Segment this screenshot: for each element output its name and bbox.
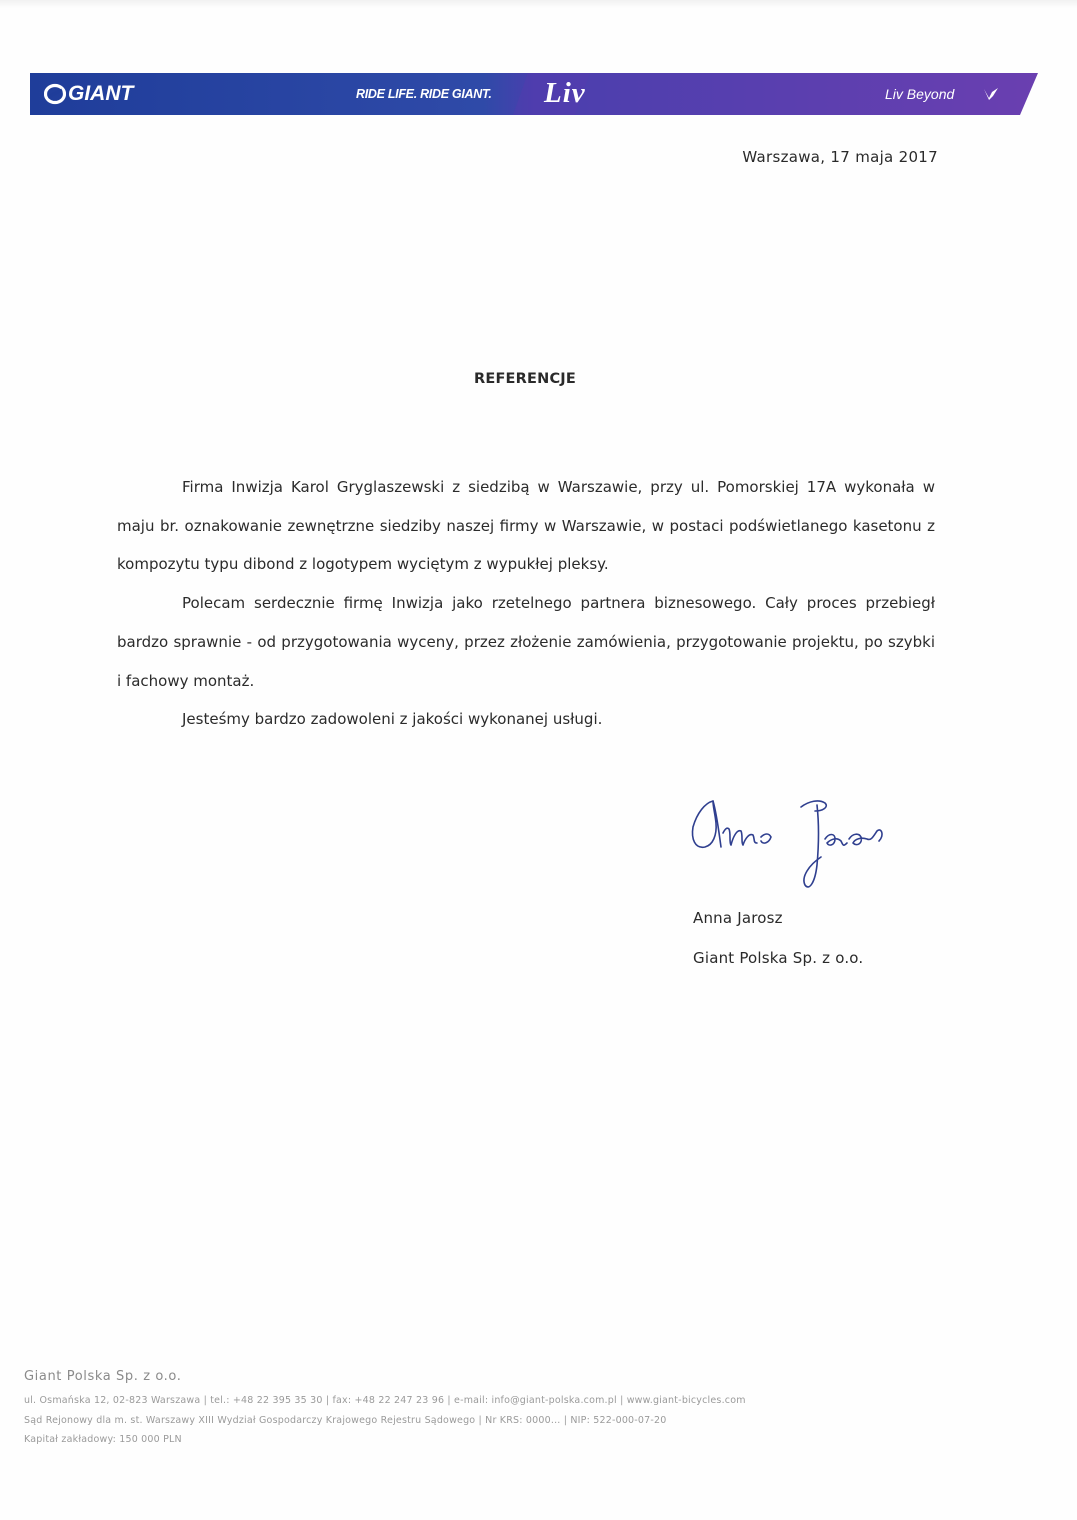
footer-capital-line: Kapitał zakładowy: 150 000 PLN xyxy=(24,1434,182,1445)
handwritten-signature xyxy=(683,793,893,898)
liv-logo: Liv xyxy=(544,77,586,109)
signatory-company: Giant Polska Sp. z o.o. xyxy=(693,949,864,967)
liv-beyond-slogan: Liv Beyond xyxy=(885,86,955,102)
footer-contact-line: ul. Osmańska 12, 02-823 Warszawa | tel.: +48 22 395 35 30 | fax: +48 22 247 23 96 | e-mail: info@giant-polska.com.pl | www.giant-bicycles.com xyxy=(24,1395,746,1406)
letter-paragraph: Jesteśmy bardzo zadowoleni z jakości wykonanej usługi. xyxy=(182,710,603,729)
letter-footer xyxy=(24,1368,1024,1450)
giant-logo-text: GIANT xyxy=(68,82,134,105)
signatory-block xyxy=(693,898,863,978)
letter-date: Warszawa, 17 maja 2017 xyxy=(742,148,938,166)
letter-title: REFERENCJE xyxy=(473,371,577,387)
footer-registry-line: Sąd Rejonowy dla m. st. Warszawy XIII Wydział Gospodarczy Krajowego Rejestru Sądowego | Nr KRS: 0000... | NIP: 522-000-07-20 xyxy=(24,1414,667,1426)
giant-swoosh-icon xyxy=(44,83,66,105)
letter-body xyxy=(117,468,935,739)
letterhead-banner xyxy=(30,73,1038,115)
liv-bird-icon xyxy=(983,87,999,101)
footer-company-name: Giant Polska Sp. z o.o. xyxy=(24,1369,182,1384)
signatory-name: Anna Jarosz xyxy=(693,909,783,927)
giant-logo xyxy=(44,82,194,106)
letter-paragraph: Polecam serdecznie firmę Inwizja jako rzetelnego partnera biznesowego. Cały proces przebiegł bardzo sprawnie - od przygotowania wyceny, przez złożenie zamówienia, przygotowanie projektu, po szybki i fachowy montaż. xyxy=(117,594,935,690)
brand-tagline: RIDE LIFE. RIDE GIANT. xyxy=(356,87,492,101)
scan-edge-shadow xyxy=(0,0,1077,8)
letter-paragraph: Firma Inwizja Karol Gryglaszewski z siedzibą w Warszawie, przy ul. Pomorskiej 17A wykonała w maju br. oznakowanie zewnętrzne siedziby naszej firmy w Warszawie, w postaci podświetlanego kasetonu z kompozytu typu dibond z logotypem wyciętym z wypukłej pleksy. xyxy=(117,478,935,574)
